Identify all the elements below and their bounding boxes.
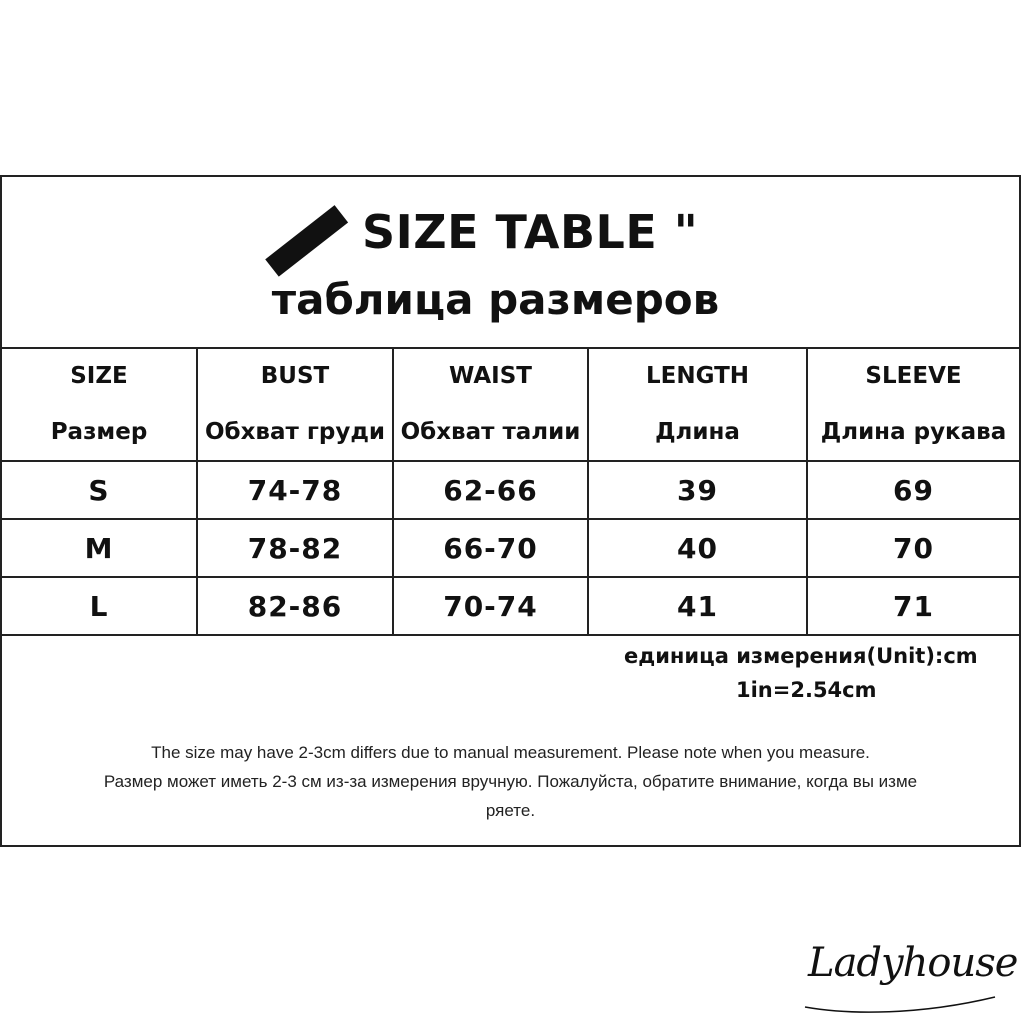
header-label-ru: Обхват груди	[204, 419, 386, 445]
slash-decoration-icon	[265, 205, 348, 277]
cell-waist: 66-70	[393, 519, 588, 577]
cell-size: S	[2, 461, 197, 519]
header-label-ru: Обхват талии	[400, 419, 581, 445]
cell-length: 41	[588, 577, 807, 635]
header-label-ru: Длина рукава	[820, 419, 1007, 445]
cell-bust: 78-82	[197, 519, 393, 577]
cell-waist: 70-74	[393, 577, 588, 635]
cell-bust: 74-78	[197, 461, 393, 519]
unit-label: единица измерения(Unit):cm	[624, 644, 978, 668]
cell-size: L	[2, 577, 197, 635]
measurement-note	[2, 738, 1019, 825]
header-length	[588, 347, 807, 461]
cell-length: 40	[588, 519, 807, 577]
logo-swash-icon	[800, 985, 1000, 1015]
note-english: The size may have 2-3cm differs due to manual measurement. Please note when you measure.	[151, 743, 870, 762]
note-russian-line2: ряете.	[485, 801, 536, 820]
header-label-en: SIZE	[70, 363, 128, 389]
conversion-label: 1in=2.54cm	[736, 678, 877, 702]
title-block	[2, 177, 1019, 349]
header-label-en: SLEEVE	[865, 363, 962, 389]
table-header-row	[2, 347, 1019, 461]
header-label-ru: Длина	[655, 419, 740, 445]
title-russian: таблица размеров	[271, 275, 720, 324]
size-chart-frame	[0, 175, 1021, 847]
header-label-en: WAIST	[449, 363, 532, 389]
table-row	[2, 461, 1019, 519]
brand-logo: Ladyhouse	[808, 940, 1018, 986]
header-label-en: BUST	[260, 363, 330, 389]
table-row	[2, 519, 1019, 577]
size-table	[2, 347, 1019, 636]
footer-notes	[2, 636, 1019, 846]
table-row	[2, 577, 1019, 635]
cell-length: 39	[588, 461, 807, 519]
cell-waist: 62-66	[393, 461, 588, 519]
header-bust	[197, 347, 393, 461]
title-english: SIZE TABLE "	[362, 205, 699, 259]
cell-sleeve: 69	[807, 461, 1019, 519]
note-russian-line1: Размер может иметь 2-3 см из-за измерения вручную. Пожалуйста, обратите внимание, когда вы изме	[103, 772, 918, 791]
header-label-ru: Размер	[50, 419, 148, 445]
header-sleeve	[807, 347, 1019, 461]
cell-sleeve: 71	[807, 577, 1019, 635]
cell-bust: 82-86	[197, 577, 393, 635]
header-size	[2, 347, 197, 461]
header-label-en: LENGTH	[645, 363, 750, 389]
cell-size: M	[2, 519, 197, 577]
cell-sleeve: 70	[807, 519, 1019, 577]
header-waist	[393, 347, 588, 461]
